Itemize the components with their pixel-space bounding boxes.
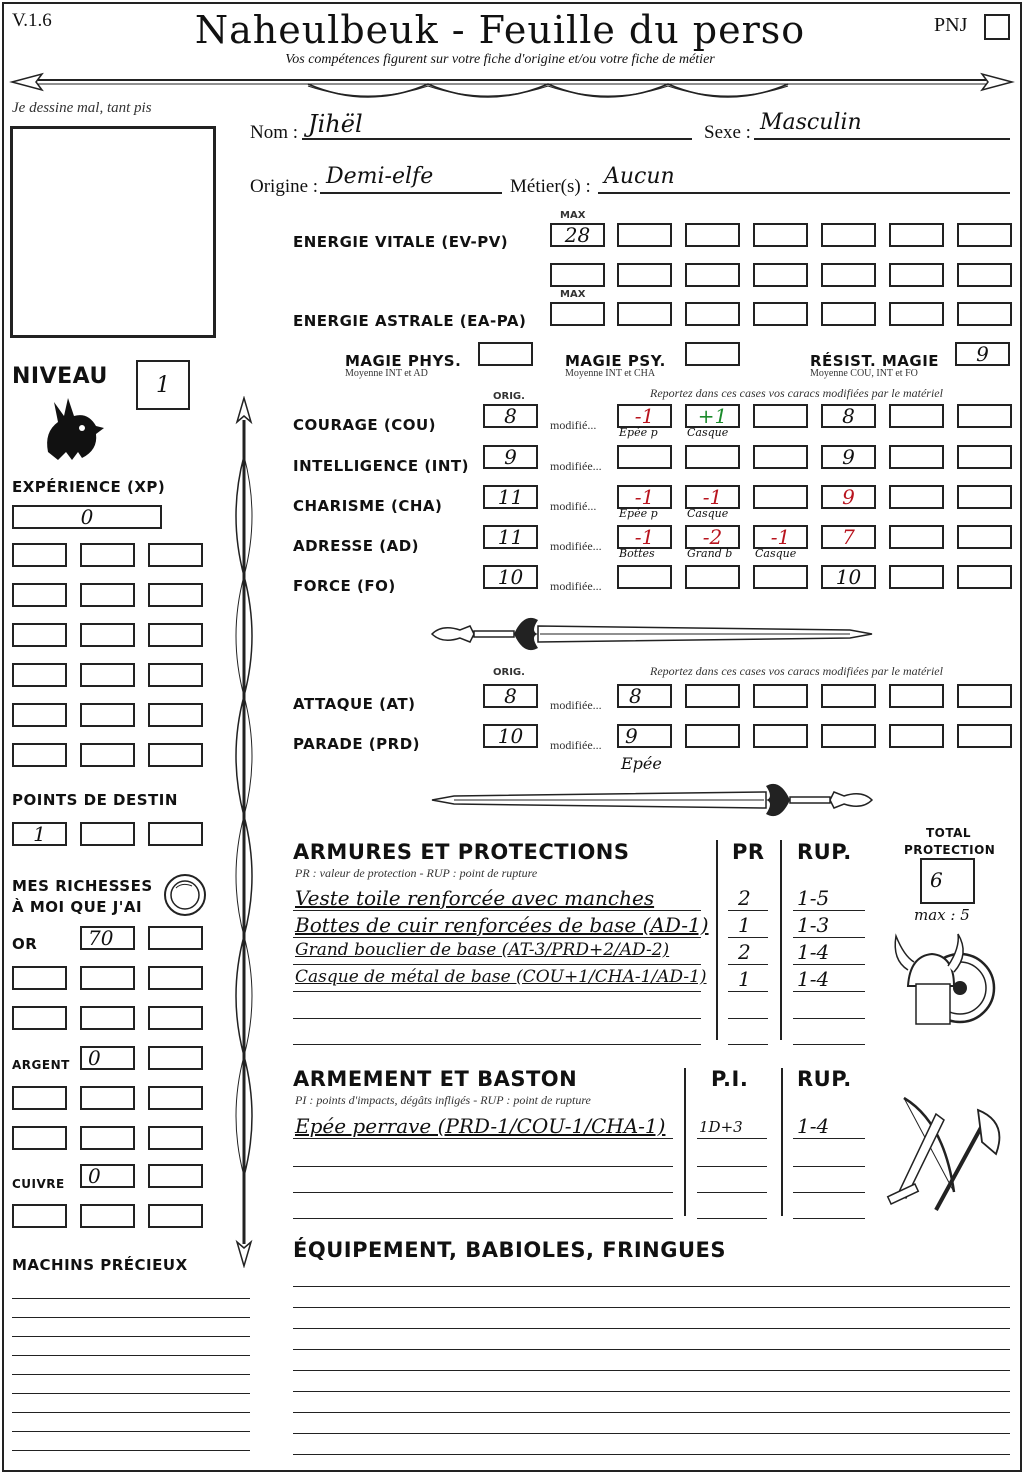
stat-mod-box-4-5[interactable] (957, 565, 1012, 589)
dragon-icon (38, 392, 108, 464)
ea-box-1[interactable] (617, 302, 672, 326)
ev-box-4[interactable] (821, 223, 876, 247)
sexe-field[interactable]: Masculin (754, 110, 1010, 140)
armure-name-0: Veste toile renforcée avec manches (295, 886, 655, 910)
stat-mod-box-3-1[interactable]: -2 (685, 525, 740, 549)
ea-label: ENERGIE ASTRALE (EA-PA) (293, 312, 527, 330)
armures-note: PR : valeur de protection - RUP : point de rupture (295, 866, 538, 880)
ev-row2-box-4[interactable] (821, 263, 876, 287)
machins-precieux-label: MACHINS PRÉCIEUX (12, 1256, 188, 1274)
sword-ornament-2 (430, 776, 874, 824)
machins-line[interactable] (12, 1450, 250, 1451)
stat-mod-box-0-4[interactable] (889, 404, 944, 428)
arme-rup-line[interactable] (793, 1138, 865, 1139)
armure-pr-line[interactable] (728, 964, 768, 965)
machins-line[interactable] (12, 1431, 250, 1432)
stat-modifie-label-4: modifiée... (550, 579, 602, 593)
stat-orig-box-2[interactable]: 11 (483, 485, 538, 509)
stat-label-4: FORCE (FO) (293, 577, 396, 595)
or-box[interactable]: 70 (80, 926, 135, 950)
portrait-caption: Je dessine mal, tant pis (12, 100, 152, 116)
stat-label-1: INTELLIGENCE (INT) (293, 457, 469, 475)
armure-pr-line[interactable] (728, 991, 768, 992)
cuivre-grid-box-1[interactable] (80, 1204, 135, 1228)
stat-mod-box-0-2[interactable] (753, 404, 808, 428)
stat-label-2: CHARISME (CHA) (293, 497, 443, 515)
metier-label: Métier(s) : (510, 176, 591, 197)
total-protection-max: max : 5 (914, 906, 970, 924)
armure-rup-1: 1-3 (797, 913, 830, 937)
armures-title: ARMURES ET PROTECTIONS (293, 840, 630, 864)
richesses-label-1: MES RICHESSES (12, 877, 153, 895)
xp-grid-box-1-2[interactable] (148, 583, 203, 607)
ev-row2-box-3[interactable] (753, 263, 808, 287)
attaque-mod-box-6[interactable] (957, 684, 1012, 708)
stat-mod-box-2-2[interactable] (753, 485, 808, 509)
ea-box-5[interactable] (889, 302, 944, 326)
equipement-line[interactable] (293, 1286, 1010, 1287)
destin-box-2[interactable] (80, 822, 135, 846)
ev-row2-box-5[interactable] (889, 263, 944, 287)
origine-label: Origine : (250, 176, 319, 197)
nom-field[interactable]: Jihël (302, 110, 692, 140)
cuivre-label: CUIVRE (12, 1177, 65, 1191)
arme-rup-line[interactable] (793, 1218, 865, 1219)
equipement-line[interactable] (293, 1433, 1010, 1434)
attaque-mod-box-3[interactable] (753, 684, 808, 708)
xp-grid-box-2-2[interactable] (148, 623, 203, 647)
parade-mod-box-1[interactable]: 9 (617, 724, 672, 748)
arme-line[interactable] (293, 1218, 673, 1219)
armure-pr-line[interactable] (728, 937, 768, 938)
resist-magie-note: Moyenne COU, INT et FO (810, 368, 918, 379)
argent-grid-box-0-0[interactable] (12, 1086, 67, 1110)
argent-box-2[interactable] (148, 1046, 203, 1070)
stat-label-3: ADRESSE (AD) (293, 537, 420, 555)
argent-label: ARGENT (12, 1058, 70, 1072)
xp-grid-box-1-0[interactable] (12, 583, 67, 607)
stat-mod-box-0-1[interactable]: +1 (685, 404, 740, 428)
xp-grid-box-5-0[interactable] (12, 743, 67, 767)
stat-mod-box-3-3[interactable]: 7 (821, 525, 876, 549)
stat-mod-source-2-1: Casque (687, 507, 729, 520)
armure-rup-line[interactable] (793, 991, 865, 992)
stat-mod-box-3-4[interactable] (889, 525, 944, 549)
stat-mod-box-4-2[interactable] (753, 565, 808, 589)
armement-divider-2 (781, 1068, 783, 1216)
ev-box-1[interactable] (617, 223, 672, 247)
stat-mod-box-2-1[interactable]: -1 (685, 485, 740, 509)
stat-mod-box-2-0[interactable]: -1 (617, 485, 672, 509)
armure-pr-1: 1 (738, 913, 751, 937)
armure-rup-line[interactable] (793, 910, 865, 911)
attaque-mod-box-4[interactable] (821, 684, 876, 708)
pnj-label: PNJ (934, 14, 968, 36)
xp-grid-box-2-1[interactable] (80, 623, 135, 647)
coin-icon (162, 872, 208, 918)
page-subtitle: Vos compétences figurent sur votre fiche d'origine et/ou votre fiche de métier (285, 52, 715, 67)
armure-line[interactable] (293, 910, 701, 911)
ea-box-2[interactable] (685, 302, 740, 326)
equipement-line[interactable] (293, 1412, 1010, 1413)
attaque-label: ATTAQUE (AT) (293, 695, 416, 713)
arme-pi-line[interactable] (697, 1192, 767, 1193)
stat-mod-source-0-0: Epée p (619, 426, 658, 439)
armure-rup-line[interactable] (793, 964, 865, 965)
arme-pi-line[interactable] (697, 1138, 767, 1139)
or-grid-box-1-2[interactable] (148, 1006, 203, 1030)
stat-orig-box-1[interactable]: 9 (483, 445, 538, 469)
richesses-label-2: À MOI QUE J'AI (12, 898, 143, 916)
xp-grid-box-5-1[interactable] (80, 743, 135, 767)
armure-rup-line[interactable] (793, 937, 865, 938)
stat-modifie-label-1: modifiée... (550, 459, 602, 473)
stat-label-0: COURAGE (COU) (293, 416, 437, 434)
attaque-mod-box-5[interactable] (889, 684, 944, 708)
stat-orig-box-3[interactable]: 11 (483, 525, 538, 549)
ea-box-6[interactable] (957, 302, 1012, 326)
staff-ornament (222, 396, 266, 1268)
combat-orig-label: ORIG. (493, 667, 525, 678)
cuivre-grid-box-0[interactable] (12, 1204, 67, 1228)
armure-line[interactable] (293, 1044, 701, 1045)
attaque-mod-box-1[interactable]: 8 (617, 684, 672, 708)
armure-line[interactable] (293, 964, 701, 965)
arme-line[interactable] (293, 1166, 673, 1167)
machins-line[interactable] (12, 1355, 250, 1356)
stat-mod-box-0-0[interactable]: -1 (617, 404, 672, 428)
armure-line[interactable] (293, 1018, 701, 1019)
ev-row2-box-0[interactable] (550, 263, 605, 287)
stat-mod-box-4-4[interactable] (889, 565, 944, 589)
machins-line[interactable] (12, 1317, 250, 1318)
stats-note: Reportez dans ces cases vos caracs modifiées par le matériel (650, 386, 943, 400)
arme-rup-0: 1-4 (797, 1114, 830, 1138)
magie-phys-label: MAGIE PHYS. (345, 352, 462, 370)
stat-mod-box-1-5[interactable] (957, 445, 1012, 469)
destin-box-1[interactable]: 1 (12, 822, 67, 846)
stat-mod-box-1-4[interactable] (889, 445, 944, 469)
pnj-checkbox[interactable] (984, 14, 1010, 40)
xp-grid-box-0-1[interactable] (80, 543, 135, 567)
sword-ornament-1 (430, 610, 874, 658)
sexe-label: Sexe : (704, 122, 751, 143)
magie-psy-box[interactable] (685, 342, 740, 366)
nom-label: Nom : (250, 122, 299, 143)
parade-mod-box-6[interactable] (957, 724, 1012, 748)
armure-line[interactable] (293, 937, 701, 938)
armure-pr-0: 2 (738, 886, 751, 910)
or-box-2[interactable] (148, 926, 203, 950)
armure-pr-line[interactable] (728, 910, 768, 911)
spear-ornament-top (8, 66, 1016, 112)
magie-phys-note: Moyenne INT et AD (345, 368, 428, 379)
armure-line[interactable] (293, 991, 701, 992)
stat-mod-box-3-5[interactable] (957, 525, 1012, 549)
xp-grid-box-3-2[interactable] (148, 663, 203, 687)
parade-mod-box-2[interactable] (685, 724, 740, 748)
or-grid-box-1-0[interactable] (12, 1006, 67, 1030)
attaque-orig-box[interactable]: 8 (483, 684, 538, 708)
arme-pi-line[interactable] (697, 1218, 767, 1219)
combat-note: Reportez dans ces cases vos caracs modifiées par le matériel (650, 664, 943, 678)
parade-modifiee-label: modifiée... (550, 738, 602, 752)
armement-rup-header: RUP. (797, 1067, 852, 1091)
parade-mod-note: Epée (621, 754, 662, 773)
total-protection-label-1: TOTAL (926, 826, 972, 840)
attaque-modifiee-label: modifiée... (550, 698, 602, 712)
cuivre-grid-box-2[interactable] (148, 1204, 203, 1228)
equipement-line[interactable] (293, 1370, 1010, 1371)
armure-name-3: Casque de métal de base (COU+1/CHA-1/AD-1) (295, 967, 707, 987)
equipement-title: ÉQUIPEMENT, BABIOLES, FRINGUES (293, 1238, 726, 1262)
xp-grid-box-5-2[interactable] (148, 743, 203, 767)
destin-box-3[interactable] (148, 822, 203, 846)
armure-name-2: Grand bouclier de base (AT-3/PRD+2/AD-2) (295, 940, 670, 960)
stat-mod-box-0-3[interactable]: 8 (821, 404, 876, 428)
or-grid-box-1-1[interactable] (80, 1006, 135, 1030)
xp-grid-box-3-1[interactable] (80, 663, 135, 687)
stat-mod-box-1-3[interactable]: 9 (821, 445, 876, 469)
equipement-line[interactable] (293, 1349, 1010, 1350)
armure-rup-0: 1-5 (797, 886, 830, 910)
argent-grid-box-1-1[interactable] (80, 1126, 135, 1150)
ev-row2-box-1[interactable] (617, 263, 672, 287)
stat-modifie-label-3: modifiée... (550, 539, 602, 553)
arme-line[interactable] (293, 1192, 673, 1193)
armement-title: ARMEMENT ET BASTON (293, 1067, 578, 1091)
armement-pi-header: P.I. (711, 1067, 749, 1091)
attaque-mod-box-2[interactable] (685, 684, 740, 708)
argent-box[interactable]: 0 (80, 1046, 135, 1070)
stat-mod-box-4-1[interactable] (685, 565, 740, 589)
armures-rup-header: RUP. (797, 840, 852, 864)
stat-mod-source-2-0: Epée p (619, 507, 658, 520)
parade-mod-box-5[interactable] (889, 724, 944, 748)
arme-rup-line[interactable] (793, 1166, 865, 1167)
armure-pr-line[interactable] (728, 1044, 768, 1045)
armement-divider-1 (684, 1068, 686, 1216)
ev-box-6[interactable] (957, 223, 1012, 247)
or-grid-box-0-2[interactable] (148, 966, 203, 990)
equipement-line[interactable] (293, 1391, 1010, 1392)
machins-line[interactable] (12, 1374, 250, 1375)
weapons-icon (884, 1092, 1010, 1216)
magie-psy-label: MAGIE PSY. (565, 352, 666, 370)
armures-pr-header: PR (732, 840, 765, 864)
argent-grid-box-0-2[interactable] (148, 1086, 203, 1110)
arme-pi-line[interactable] (697, 1166, 767, 1167)
ev-box-3[interactable] (753, 223, 808, 247)
xp-grid-box-2-0[interactable] (12, 623, 67, 647)
xp-grid-box-4-0[interactable] (12, 703, 67, 727)
xp-grid-box-4-1[interactable] (80, 703, 135, 727)
parade-orig-box[interactable]: 10 (483, 724, 538, 748)
arme-line[interactable] (293, 1138, 673, 1139)
xp-label: EXPÉRIENCE (XP) (12, 478, 166, 496)
armure-pr-line[interactable] (728, 1018, 768, 1019)
xp-grid-box-3-0[interactable] (12, 663, 67, 687)
resist-magie-label: RÉSIST. MAGIE (810, 352, 940, 370)
or-grid-box-0-1[interactable] (80, 966, 135, 990)
ev-max-label: MAX (560, 210, 586, 221)
armures-divider-2 (780, 840, 782, 1040)
armure-pr-2: 2 (738, 940, 751, 964)
stat-modifie-label-2: modifié... (550, 499, 597, 513)
or-label: OR (12, 935, 38, 953)
magie-psy-note: Moyenne INT et CHA (565, 368, 656, 379)
portrait-box[interactable] (10, 126, 216, 338)
ea-box-4[interactable] (821, 302, 876, 326)
stat-mod-source-3-0: Bottes (619, 547, 655, 560)
stat-mod-box-4-0[interactable] (617, 565, 672, 589)
cuivre-box-2[interactable] (148, 1164, 203, 1188)
machins-line[interactable] (12, 1336, 250, 1337)
arme-pi-0: 1D+3 (699, 1118, 743, 1136)
armure-rup-line[interactable] (793, 1044, 865, 1045)
niveau-box[interactable]: 1 (136, 360, 190, 410)
stat-mod-box-2-3[interactable]: 9 (821, 485, 876, 509)
xp-grid-box-1-1[interactable] (80, 583, 135, 607)
armure-rup-line[interactable] (793, 1018, 865, 1019)
stat-mod-source-0-1: Casque (687, 426, 729, 439)
xp-box[interactable]: 0 (12, 505, 162, 529)
xp-grid-box-4-2[interactable] (148, 703, 203, 727)
stat-orig-box-0[interactable]: 8 (483, 404, 538, 428)
xp-grid-box-0-2[interactable] (148, 543, 203, 567)
ea-max-box[interactable] (550, 302, 605, 326)
machins-line[interactable] (12, 1298, 250, 1299)
armure-pr-3: 1 (738, 967, 751, 991)
ev-box-5[interactable] (889, 223, 944, 247)
total-protection-label-2: PROTECTION (904, 843, 996, 857)
parade-label: PARADE (PRD) (293, 735, 421, 753)
helmet-shield-icon (888, 926, 998, 1036)
stat-mod-box-4-3[interactable]: 10 (821, 565, 876, 589)
or-grid-box-0-0[interactable] (12, 966, 67, 990)
ea-max-label: MAX (560, 289, 586, 300)
equipement-line[interactable] (293, 1307, 1010, 1308)
armure-rup-3: 1-4 (797, 967, 830, 991)
version-label: V.1.6 (12, 10, 52, 31)
stat-mod-box-2-5[interactable] (957, 485, 1012, 509)
stat-mod-source-3-2: Casque (755, 547, 797, 560)
arme-name-0: Epée perrave (PRD-1/COU-1/CHA-1) (295, 1114, 666, 1138)
stat-mod-box-1-2[interactable] (753, 445, 808, 469)
stat-mod-source-3-1: Grand b (687, 547, 733, 560)
ev-box-2[interactable] (685, 223, 740, 247)
armure-name-1: Bottes de cuir renforcées de base (AD-1) (295, 913, 709, 937)
origine-field[interactable]: Demi-elfe (320, 164, 502, 194)
magie-phys-box[interactable] (478, 342, 533, 366)
resist-magie-box[interactable]: 9 (955, 342, 1010, 366)
cuivre-box[interactable]: 0 (80, 1164, 135, 1188)
stat-mod-box-3-2[interactable]: -1 (753, 525, 808, 549)
ev-row2-box-2[interactable] (685, 263, 740, 287)
parade-mod-box-4[interactable] (821, 724, 876, 748)
metier-field[interactable]: Aucun (598, 164, 1010, 194)
total-protection-box[interactable]: 6 (920, 858, 975, 904)
equipement-line[interactable] (293, 1454, 1010, 1455)
ev-label: ENERGIE VITALE (EV-PV) (293, 233, 509, 251)
niveau-label: NIVEAU (12, 364, 108, 389)
stat-mod-box-2-4[interactable] (889, 485, 944, 509)
ea-box-3[interactable] (753, 302, 808, 326)
ev-row2-box-6[interactable] (957, 263, 1012, 287)
stats-orig-label: ORIG. (493, 391, 525, 402)
parade-mod-box-3[interactable] (753, 724, 808, 748)
stat-modifie-label-0: modifié... (550, 418, 597, 432)
machins-line[interactable] (12, 1393, 250, 1394)
argent-grid-box-1-0[interactable] (12, 1126, 67, 1150)
argent-grid-box-1-2[interactable] (148, 1126, 203, 1150)
stat-mod-box-3-0[interactable]: -1 (617, 525, 672, 549)
equipement-line[interactable] (293, 1328, 1010, 1329)
ev-max-box[interactable]: 28 (550, 223, 605, 247)
page-title: Naheulbeuk - Feuille du perso (194, 8, 806, 52)
arme-rup-line[interactable] (793, 1192, 865, 1193)
machins-line[interactable] (12, 1412, 250, 1413)
armement-note: PI : points d'impacts, dégâts infligés - RUP : point de rupture (295, 1093, 591, 1107)
xp-grid-box-0-0[interactable] (12, 543, 67, 567)
argent-grid-box-0-1[interactable] (80, 1086, 135, 1110)
destin-label: POINTS DE DESTIN (12, 791, 178, 809)
stat-mod-box-1-0[interactable] (617, 445, 672, 469)
armure-rup-2: 1-4 (797, 940, 830, 964)
stat-mod-box-0-5[interactable] (957, 404, 1012, 428)
armures-divider-1 (716, 840, 718, 1040)
stat-orig-box-4[interactable]: 10 (483, 565, 538, 589)
stat-mod-box-1-1[interactable] (685, 445, 740, 469)
